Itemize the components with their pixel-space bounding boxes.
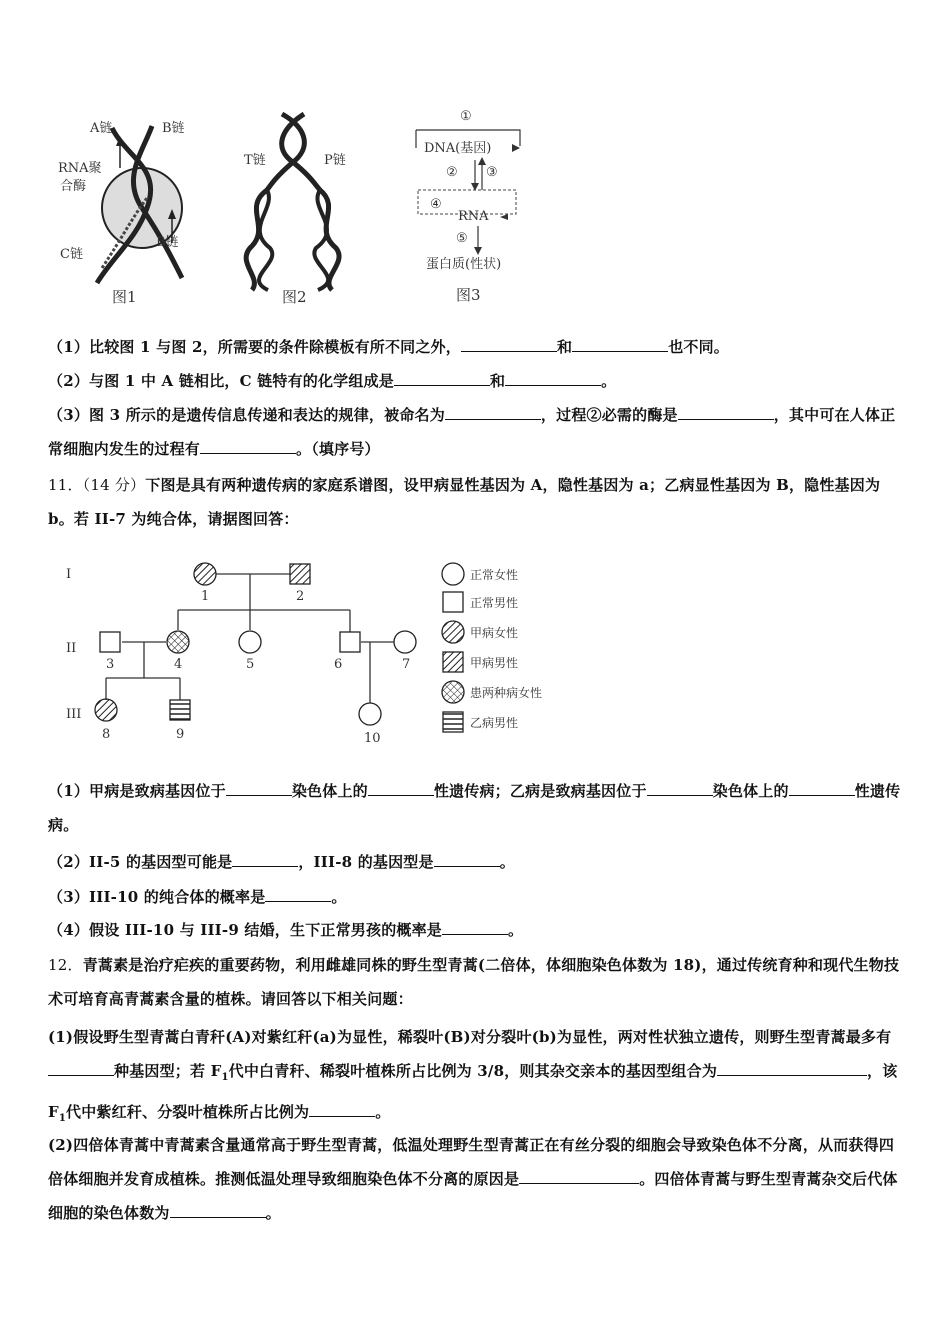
label-rna: RNA <box>458 209 489 224</box>
answer-blank[interactable] <box>519 1165 639 1184</box>
legend-disease-a-male-symbol <box>443 652 463 672</box>
answer-blank[interactable] <box>434 848 500 867</box>
answer-blank[interactable] <box>200 435 296 454</box>
answer-blank[interactable] <box>309 1098 375 1117</box>
individual-label-6: 6 <box>334 657 343 672</box>
answer-blank[interactable] <box>48 1057 114 1076</box>
answer-blank[interactable] <box>717 1057 867 1076</box>
answer-blank[interactable] <box>226 777 292 796</box>
individual-label-8: 8 <box>102 727 111 742</box>
answer-blank[interactable] <box>265 883 331 902</box>
generation-label-III: III <box>66 707 82 722</box>
figure-3-central-dogma <box>408 104 548 308</box>
answer-blank[interactable] <box>572 333 668 352</box>
individual-label-5: 5 <box>246 657 255 672</box>
individual-10-normal-female <box>359 703 381 725</box>
legend-normal-male: 正常男性 <box>470 596 519 610</box>
answer-blank[interactable] <box>232 848 298 867</box>
legend-both-diseases-female-symbol <box>442 681 464 703</box>
legend-disease-b-male: 乙病男性 <box>470 716 519 730</box>
individual-label-1: 1 <box>201 589 210 604</box>
generation-label-II: II <box>66 641 77 656</box>
legend-disease-a-female: 甲病女性 <box>470 626 519 640</box>
label-p-chain: P链 <box>324 153 346 168</box>
individual-1-affected-female <box>194 563 216 585</box>
q12-intro: 12．青蒿素是治疗疟疾的重要药物，利用雌雄同株的野生型青蒿(二倍体，体细胞染色体数为 18)，通过传统育种和现代生物技术可培育高青蒿素含量的植株。请回答以下相关问题： <box>48 956 900 1008</box>
figure-2-replication <box>232 108 362 308</box>
answer-blank[interactable] <box>394 367 490 386</box>
legend-disease-b-male-symbol <box>443 712 463 732</box>
answer-blank[interactable] <box>170 1199 266 1218</box>
answer-blank[interactable] <box>368 777 434 796</box>
label-c-chain: C链 <box>60 247 83 262</box>
legend-normal-male-symbol <box>443 592 463 612</box>
individual-5-normal-female <box>239 631 261 653</box>
individual-label-3: 3 <box>106 657 115 672</box>
q10-part2: （2）与图 1 中 A 链相比，C 链特有的化学组成是 和 。 <box>48 364 908 398</box>
figure-2-caption: 图2 <box>282 288 307 306</box>
q12-part1: (1)假设野生型青蒿白青秆(A)对紫红秆(a)为显性，稀裂叶(B)对分裂叶(b)为显性，两对性状独立遗传，则野生型青蒿最多有种基因型；若 $F_1$代中白青秆、稀裂叶植株所占比例为 3/8，则其杂交亲本的基因型组合为 ，该 $F_1$代中紫红秆、分裂叶植株所占比例为 。 <box>48 1028 898 1124</box>
label-protein: 蛋白质(性状) <box>426 257 502 272</box>
label-rna-polymerase-2: 合酶 <box>60 179 87 194</box>
legend-normal-female: 正常女性 <box>470 568 519 582</box>
individual-label-4: 4 <box>174 657 183 672</box>
q12-part2: (2)四倍体青蒿中青蒿素含量通常高于野生型青蒿，低温处理野生型青蒿正在有丝分裂的细胞会导致染色体不分离，从而获得四倍体细胞并发育成植株。推测低温处理导致细胞染色体不分离的原因是 。四倍体青蒿与野生型青蒿杂交后代体细胞的染色体数为 。 <box>48 1136 898 1222</box>
legend-disease-a-female-symbol <box>442 621 464 643</box>
individual-label-7: 7 <box>402 657 411 672</box>
individual-2-affected-male <box>290 564 310 584</box>
individual-9-disease-b-male <box>170 700 190 720</box>
answer-blank[interactable] <box>442 916 508 935</box>
label-step-1: ① <box>460 109 472 124</box>
pedigree-chart <box>58 552 588 752</box>
q11-part4: （4）假设 III-10 与 III-9 结婚，生下正常男孩的概率是 。 <box>48 913 908 947</box>
figure-1-transcription <box>52 108 212 308</box>
individual-3-normal-male <box>100 632 120 652</box>
individual-4-both-diseases-female <box>167 631 189 653</box>
individual-label-10: 10 <box>364 731 381 746</box>
label-a-chain: A链 <box>90 121 113 136</box>
generation-label-I: I <box>66 567 72 582</box>
label-rna-polymerase-1: RNA聚 <box>58 161 102 176</box>
figure-1-caption: 图1 <box>112 288 137 306</box>
label-t-chain: T链 <box>244 153 266 168</box>
individual-8-affected-female <box>95 699 117 721</box>
figure-3-caption: 图3 <box>456 286 481 304</box>
legend-disease-a-male: 甲病男性 <box>470 656 519 670</box>
answer-blank[interactable] <box>678 401 774 420</box>
q11-part3: （3）III-10 的纯合体的概率是 。 <box>48 880 908 914</box>
label-step-4: ④ <box>430 197 442 212</box>
label-b-chain-bottom: B链 <box>156 235 179 250</box>
legend-both-diseases-female: 患两种病女性 <box>470 686 543 700</box>
q10-part3: （3）图 3 所示的是遗传信息传递和表达的规律，被命名为 ，过程②必需的酶是 ，其中可在人体正常细胞内发生的过程有 。（填序号） <box>48 398 908 466</box>
individual-6-normal-male <box>340 632 360 652</box>
label-step-5: ⑤ <box>456 231 468 246</box>
label-step-3: ③ <box>486 165 498 180</box>
answer-blank[interactable] <box>789 777 855 796</box>
daughter-helix-left-2 <box>259 190 272 290</box>
legend-normal-female-symbol <box>442 563 464 585</box>
label-b-chain-top: B链 <box>162 121 185 136</box>
q11-part1: （1）甲病是致病基因位于 染色体上的 性遗传病；乙病是致病基因位于 染色体上的 性遗传病。 <box>48 774 908 842</box>
q11-part2: （2）II-5 的基因型可能是 ，III-8 的基因型是 。 <box>48 845 908 879</box>
q10-part1: （1）比较图 1 与图 2，所需要的条件除模板有所不同之外， 和 也不同。 <box>48 330 908 364</box>
individual-7-normal-female <box>394 631 416 653</box>
answer-blank[interactable] <box>461 333 557 352</box>
individual-label-9: 9 <box>176 727 185 742</box>
individual-label-2: 2 <box>296 589 305 604</box>
q11-intro: 11．（14 分）下图是具有两种遗传病的家庭系谱图，设甲病显性基因为 A，隐性基因为 a；乙病显性基因为 B，隐性基因为 b。若 II-7 为纯合体，请据图回答： <box>48 476 881 528</box>
answer-blank[interactable] <box>647 777 713 796</box>
answer-blank[interactable] <box>445 401 541 420</box>
answer-blank[interactable] <box>505 367 601 386</box>
label-step-2: ② <box>446 165 458 180</box>
label-dna-gene: DNA(基因) <box>424 141 492 156</box>
